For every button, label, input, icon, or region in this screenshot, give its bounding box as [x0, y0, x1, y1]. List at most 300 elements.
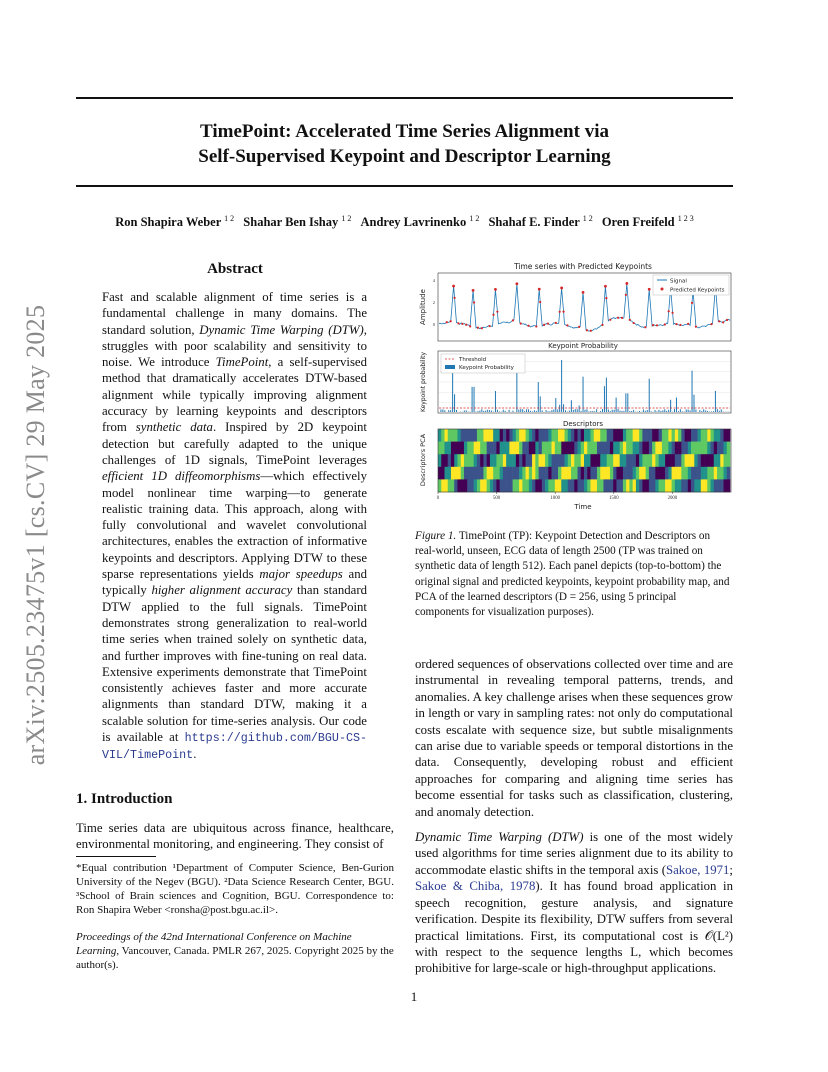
keypoint-marker [679, 324, 681, 326]
heatmap-cell [584, 429, 588, 442]
heatmap-cell [607, 454, 611, 467]
heatmap-cell [698, 454, 702, 467]
abstract-emph: higher alignment accuracy [151, 583, 293, 598]
keypoint-marker [605, 297, 607, 299]
heatmap-cell [438, 479, 442, 492]
heatmap-cell [587, 454, 591, 467]
author-name: Shahaf E. Finder [488, 215, 580, 230]
heatmap-cell [652, 442, 656, 455]
heatmap-cell [633, 454, 637, 467]
heatmap-cell [681, 479, 685, 492]
heatmap-cell [444, 442, 448, 455]
heatmap-cell [561, 442, 565, 455]
probability-bar [690, 410, 691, 412]
probability-bar [592, 411, 593, 412]
heatmap-cell [545, 442, 549, 455]
probability-bar [688, 410, 689, 412]
heatmap-cell [646, 479, 650, 492]
keypoint-marker [621, 317, 623, 319]
heatmap-cell [668, 454, 672, 467]
probability-bar [721, 409, 722, 412]
probability-bar [633, 410, 634, 412]
keypoint-marker [527, 325, 529, 327]
legend-threshold: Threshold [459, 357, 487, 363]
probability-bar [643, 409, 644, 412]
heatmap-cell [607, 442, 611, 455]
heatmap-cell [659, 479, 663, 492]
keypoint-marker [609, 319, 611, 321]
heatmap-cell [655, 429, 659, 442]
section-heading-introduction: 1. Introduction [76, 791, 173, 807]
heatmap-cell [636, 479, 640, 492]
heatmap-cell [496, 429, 500, 442]
heatmap-cell [526, 429, 530, 442]
heatmap-cell [633, 467, 637, 480]
heatmap-cell [532, 429, 536, 442]
heatmap-cell [513, 454, 517, 467]
keypoint-marker [668, 310, 670, 312]
heatmap-cell [565, 442, 569, 455]
probability-bar [701, 411, 702, 412]
heatmap-cell [646, 429, 650, 442]
body-text: is one of the most widely used algorithms for time series alignment due to its ability to accommodate elastic shifts in the temporal axis ( [415, 830, 733, 877]
heatmap-cell [597, 479, 601, 492]
heatmap-cell [542, 429, 546, 442]
heatmap-cell [691, 442, 695, 455]
probability-bar [699, 410, 700, 412]
heatmap-cell [490, 479, 494, 492]
heatmap-cell [629, 429, 633, 442]
probability-bar [530, 411, 531, 412]
heatmap-cell [441, 479, 445, 492]
heatmap-cell [662, 442, 666, 455]
heatmap-cell [539, 442, 543, 455]
heatmap-cell [704, 479, 708, 492]
heatmap-cell [444, 479, 448, 492]
heatmap-cell [603, 467, 607, 480]
heatmap-cell [555, 479, 559, 492]
heatmap-cell [555, 429, 559, 442]
probability-bar [561, 360, 562, 412]
keypoint-marker [671, 312, 673, 314]
heatmap-cell [701, 442, 705, 455]
heatmap-cell [636, 454, 640, 467]
heatmap-cell [535, 429, 539, 442]
heatmap-cell [480, 467, 484, 480]
heatmap-cell [698, 479, 702, 492]
keypoint-marker [726, 319, 728, 321]
heatmap-cell [441, 442, 445, 455]
heatmap-cell [503, 454, 507, 467]
probability-bar [596, 409, 597, 412]
heatmap-cell [539, 429, 543, 442]
heatmap-cell [519, 429, 523, 442]
page-number: 1 [410, 989, 418, 1004]
heatmap-cell [603, 429, 607, 442]
heatmap-cell [594, 454, 598, 467]
heatmap-cell [487, 467, 491, 480]
probability-bar [588, 411, 589, 412]
probability-bar [590, 411, 591, 412]
heatmap-cell [603, 442, 607, 455]
heatmap-cell [659, 467, 663, 480]
heatmap-cell [454, 479, 458, 492]
heatmap-cell [522, 479, 526, 492]
heatmap-cell [688, 442, 692, 455]
heatmap-cell [565, 479, 569, 492]
heatmap-cell [578, 429, 582, 442]
heatmap-cell [694, 479, 698, 492]
probability-bar [557, 409, 558, 412]
heatmap-cell [636, 429, 640, 442]
heatmap-cell [568, 467, 572, 480]
heatmap-cell [711, 429, 715, 442]
heatmap-cell [474, 479, 478, 492]
heatmap-cell [672, 454, 676, 467]
keypoint-marker [492, 314, 494, 316]
heatmap-cell [545, 429, 549, 442]
heatmap-cell [665, 429, 669, 442]
probability-bar [542, 410, 543, 412]
heatmap-cell [675, 429, 679, 442]
keypoint-marker [457, 322, 459, 324]
heatmap-cell [610, 442, 614, 455]
heatmap-cell [506, 454, 510, 467]
heatmap-cell [720, 442, 724, 455]
panel2-ylabel: Keypoint probability [420, 351, 427, 413]
heatmap-cell [496, 442, 500, 455]
author-affiliation: 1 2 3 [677, 214, 694, 223]
heatmap-cell [565, 467, 569, 480]
heatmap-cell [568, 429, 572, 442]
legend-signal: Signal [670, 278, 687, 285]
heatmap-cell [477, 429, 481, 442]
keypoint-marker [617, 317, 619, 319]
probability-bar [670, 400, 671, 412]
heatmap-cell [513, 479, 517, 492]
heatmap-cell [487, 479, 491, 492]
probability-bar [662, 410, 663, 412]
heatmap-cell [493, 429, 497, 442]
probability-bar [450, 410, 451, 412]
heatmap-cell [629, 454, 633, 467]
heatmap-cell [727, 442, 731, 455]
heatmap-cell [457, 467, 461, 480]
heatmap-cell [513, 442, 517, 455]
heatmap-cell [480, 454, 484, 467]
heatmap-cell [477, 479, 481, 492]
heatmap-cell [483, 429, 487, 442]
heatmap-cell [607, 467, 611, 480]
heatmap-cell [623, 442, 627, 455]
probability-bar [509, 410, 510, 412]
x-tick-label: 0 [436, 496, 440, 501]
keypoint-marker [710, 323, 712, 325]
author-name: Andrey Lavrinenko [360, 215, 467, 230]
heatmap-cell [448, 429, 452, 442]
heatmap-cell [652, 454, 656, 467]
heatmap-cell [552, 454, 556, 467]
x-axis-ticks [437, 492, 678, 501]
heatmap-cell [493, 467, 497, 480]
heatmap-cell [626, 442, 630, 455]
heatmap-cell [675, 479, 679, 492]
probability-bar [479, 411, 480, 412]
probability-bar [692, 371, 693, 412]
keypoint-marker [512, 319, 514, 321]
heatmap-cell [597, 454, 601, 467]
heatmap-cell [539, 467, 543, 480]
heatmap-cell [526, 479, 530, 492]
heatmap-cell [629, 442, 633, 455]
x-tick-label: 500 [492, 496, 501, 501]
heatmap-cell [461, 429, 465, 442]
abstract-text: than standard DTW applied to the full signals. TimePoint demonstrates strong generalization to real-world time series when trained solely on synthetic data, and further improves with fine-tuning on real data. Extensive experiments demonstrate that TimePoint consistently achieves faster and more accurate alignments than standard DTW, making it a scalable solution for time-series analysis. Our code is available at [102, 583, 367, 745]
right-column-text [415, 656, 733, 986]
body-paragraph [415, 829, 733, 977]
heatmap-cell [529, 454, 533, 467]
heatmap-cell [698, 467, 702, 480]
probability-bar [505, 411, 506, 412]
probability-bar [546, 410, 547, 412]
heatmap-cell [685, 467, 689, 480]
heatmap-cell [727, 467, 731, 480]
panel1-yticks [433, 278, 436, 327]
probability-bar [660, 411, 661, 412]
proceedings-note [76, 930, 394, 972]
probability-bar [719, 411, 720, 412]
heatmap-cell [483, 442, 487, 455]
probability-bar [565, 410, 566, 412]
heatmap-cell [500, 467, 504, 480]
heatmap-cell [571, 479, 575, 492]
heatmap-cell [639, 467, 643, 480]
probability-bar [639, 411, 640, 412]
probability-bar [444, 410, 445, 412]
keypoint-marker [625, 294, 627, 296]
heatmap-cell [532, 467, 536, 480]
keypoint-marker [465, 324, 467, 326]
heatmap-cell [642, 467, 646, 480]
body-paragraph: ordered sequences of observations collected over time and are instrumental in revealing temporal patterns, trends, and anomalies. A key challenge arises when these sequences grow in length or vary in sampling rates: not only do computational costs escalate with sequence size, but subtle misalignments can arise due to variable speeds or temporal distortions in the data. Consequently, developing robust and efficient approaches for comparing and aligning time series has become essential for tasks such as classification, clustering, and anomaly detection. [415, 657, 733, 819]
heatmap-cell [509, 429, 513, 442]
heatmap-cell [711, 442, 715, 455]
heatmap-cell [542, 467, 546, 480]
heatmap-cell [587, 467, 591, 480]
keypoint-marker [718, 320, 720, 322]
keypoint-marker [562, 311, 564, 313]
author-affiliation: 1 2 [341, 214, 352, 223]
heatmap-cell [659, 454, 663, 467]
heatmap-cell [665, 442, 669, 455]
heatmap-cell [578, 442, 582, 455]
keypoint-marker [687, 323, 689, 325]
heatmap-cell [594, 429, 598, 442]
probability-bar [666, 411, 667, 412]
author [488, 215, 592, 229]
heatmap-cell [552, 429, 556, 442]
proceedings-rest: , Vancouver, Canada. PMLR 267, 2025. Copyright 2025 by the author(s). [76, 945, 394, 971]
keypoint-marker [656, 324, 658, 326]
probability-bar [649, 379, 650, 412]
citation-link[interactable]: Sakoe, 1971 [665, 862, 730, 877]
heatmap-cell [506, 429, 510, 442]
heatmap-cell [480, 479, 484, 492]
keypoint-marker [539, 301, 541, 303]
heatmap-cell [717, 442, 721, 455]
heatmap-cell [655, 467, 659, 480]
probability-bar [618, 409, 619, 412]
heatmap-cell [516, 442, 520, 455]
heatmap-cell [587, 429, 591, 442]
heatmap-cell [548, 454, 552, 467]
panel3-ylabel: Descriptors PCA [419, 433, 427, 487]
heatmap-cell [493, 479, 497, 492]
heatmap-cell [626, 454, 630, 467]
heatmap-cell [438, 467, 442, 480]
probability-bar [456, 410, 457, 412]
probability-bar [569, 411, 570, 412]
abstract-text: —which effectively model nonlinear time warping—to generate realistic training data. This approach, along with fully convolutional and wavelet convolutional architectures, enables the extraction of informative keypoints and descriptors. Applying DTW to these sparse representations yields [102, 469, 367, 582]
probability-bar [707, 411, 708, 412]
heatmap-cell [698, 429, 702, 442]
heatmap-cell [464, 454, 468, 467]
probability-bar [466, 410, 467, 412]
descriptor-heatmap [438, 429, 730, 492]
heatmap-cell [558, 429, 562, 442]
abstract-text: . [193, 747, 197, 762]
probability-bar [477, 411, 478, 412]
heatmap-cell [720, 479, 724, 492]
heatmap-cell [506, 479, 510, 492]
probability-bar [693, 395, 694, 412]
heatmap-cell [655, 454, 659, 467]
heatmap-cell [474, 442, 478, 455]
probability-bar [703, 409, 704, 412]
caption-label: Figure 1. [415, 530, 457, 542]
heatmap-cell [548, 479, 552, 492]
heatmap-cell [678, 429, 682, 442]
probability-bar [538, 382, 539, 412]
heatmap-cell [720, 429, 724, 442]
heatmap-cell [581, 429, 585, 442]
heatmap-cell [532, 442, 536, 455]
heatmap-cell [610, 467, 614, 480]
heatmap-cell [600, 429, 604, 442]
probability-bar [536, 411, 537, 412]
body-text: ; [729, 862, 733, 877]
heatmap-cell [578, 454, 582, 467]
heatmap-cell [516, 429, 520, 442]
probability-bar [602, 409, 603, 412]
heatmap-cell [509, 454, 513, 467]
heatmap-cell [642, 442, 646, 455]
heatmap-cell [613, 429, 617, 442]
panel1-ytick-label: 4 [432, 278, 435, 283]
probability-bar [579, 405, 580, 412]
heatmap-cell [649, 479, 653, 492]
heatmap-cell [662, 467, 666, 480]
heatmap-cell [701, 454, 705, 467]
heatmap-cell [474, 429, 478, 442]
keypoint-marker [582, 291, 585, 294]
heatmap-cell [516, 467, 520, 480]
probability-bar [645, 411, 646, 412]
heatmap-cell [477, 454, 481, 467]
x-tick-label: 1500 [609, 496, 619, 501]
heatmap-cell [529, 429, 533, 442]
heatmap-cell [662, 429, 666, 442]
code-link[interactable]: https://github.com/BGU-CS-VIL/TimePoint [102, 731, 367, 763]
heatmap-cell [545, 454, 549, 467]
heatmap-cell [441, 454, 445, 467]
keypoint-marker [629, 319, 631, 321]
heatmap-cell [522, 467, 526, 480]
figure-caption [415, 529, 733, 620]
probability-bar [464, 411, 465, 412]
probability-bar [614, 410, 615, 412]
heatmap-cell [561, 467, 565, 480]
heatmap-cell [470, 429, 474, 442]
keypoint-marker [695, 326, 697, 328]
heatmap-cell [545, 479, 549, 492]
abstract-emph: synthetic data [135, 420, 213, 435]
heatmap-cell [616, 454, 620, 467]
heatmap-cell [509, 442, 513, 455]
heatmap-cell [470, 467, 474, 480]
paper-title [76, 119, 733, 169]
probability-bar [623, 411, 624, 412]
heatmap-cell [665, 454, 669, 467]
author-list [76, 214, 733, 230]
abstract-heading: Abstract [207, 261, 263, 277]
keypoint-marker [535, 325, 537, 327]
heatmap-cell [694, 467, 698, 480]
probability-bar [491, 411, 492, 412]
heatmap-cell [519, 479, 523, 492]
author-name: Ron Shapira Weber [115, 215, 222, 230]
probability-bar [713, 411, 714, 412]
heatmap-cell [629, 479, 633, 492]
heatmap-cell [535, 479, 539, 492]
heatmap-cell [561, 429, 565, 442]
heatmap-cell [519, 442, 523, 455]
probability-bar [555, 398, 556, 412]
heatmap-cell [587, 479, 591, 492]
citation-link[interactable]: Sakoe & Chiba, 1978 [415, 879, 536, 894]
heatmap-cell [685, 479, 689, 492]
heatmap-cell [545, 467, 549, 480]
heatmap-cell [584, 479, 588, 492]
heatmap-cell [672, 479, 676, 492]
probability-bar [540, 396, 541, 412]
panel1-title: Time series with Predicted Keypoints [514, 262, 652, 271]
heatmap-cell [691, 479, 695, 492]
heatmap-cell [636, 442, 640, 455]
probability-bar [573, 410, 574, 412]
heatmap-cell [711, 454, 715, 467]
heatmap-cell [568, 479, 572, 492]
heatmap-cell [565, 454, 569, 467]
heatmap-cell [652, 467, 656, 480]
heatmap-cell [659, 429, 663, 442]
heatmap-cell [724, 442, 728, 455]
heatmap-cell [451, 479, 455, 492]
heatmap-cell [542, 479, 546, 492]
keypoint-marker [644, 326, 646, 328]
heatmap-cell [503, 479, 507, 492]
heatmap-cell [464, 442, 468, 455]
